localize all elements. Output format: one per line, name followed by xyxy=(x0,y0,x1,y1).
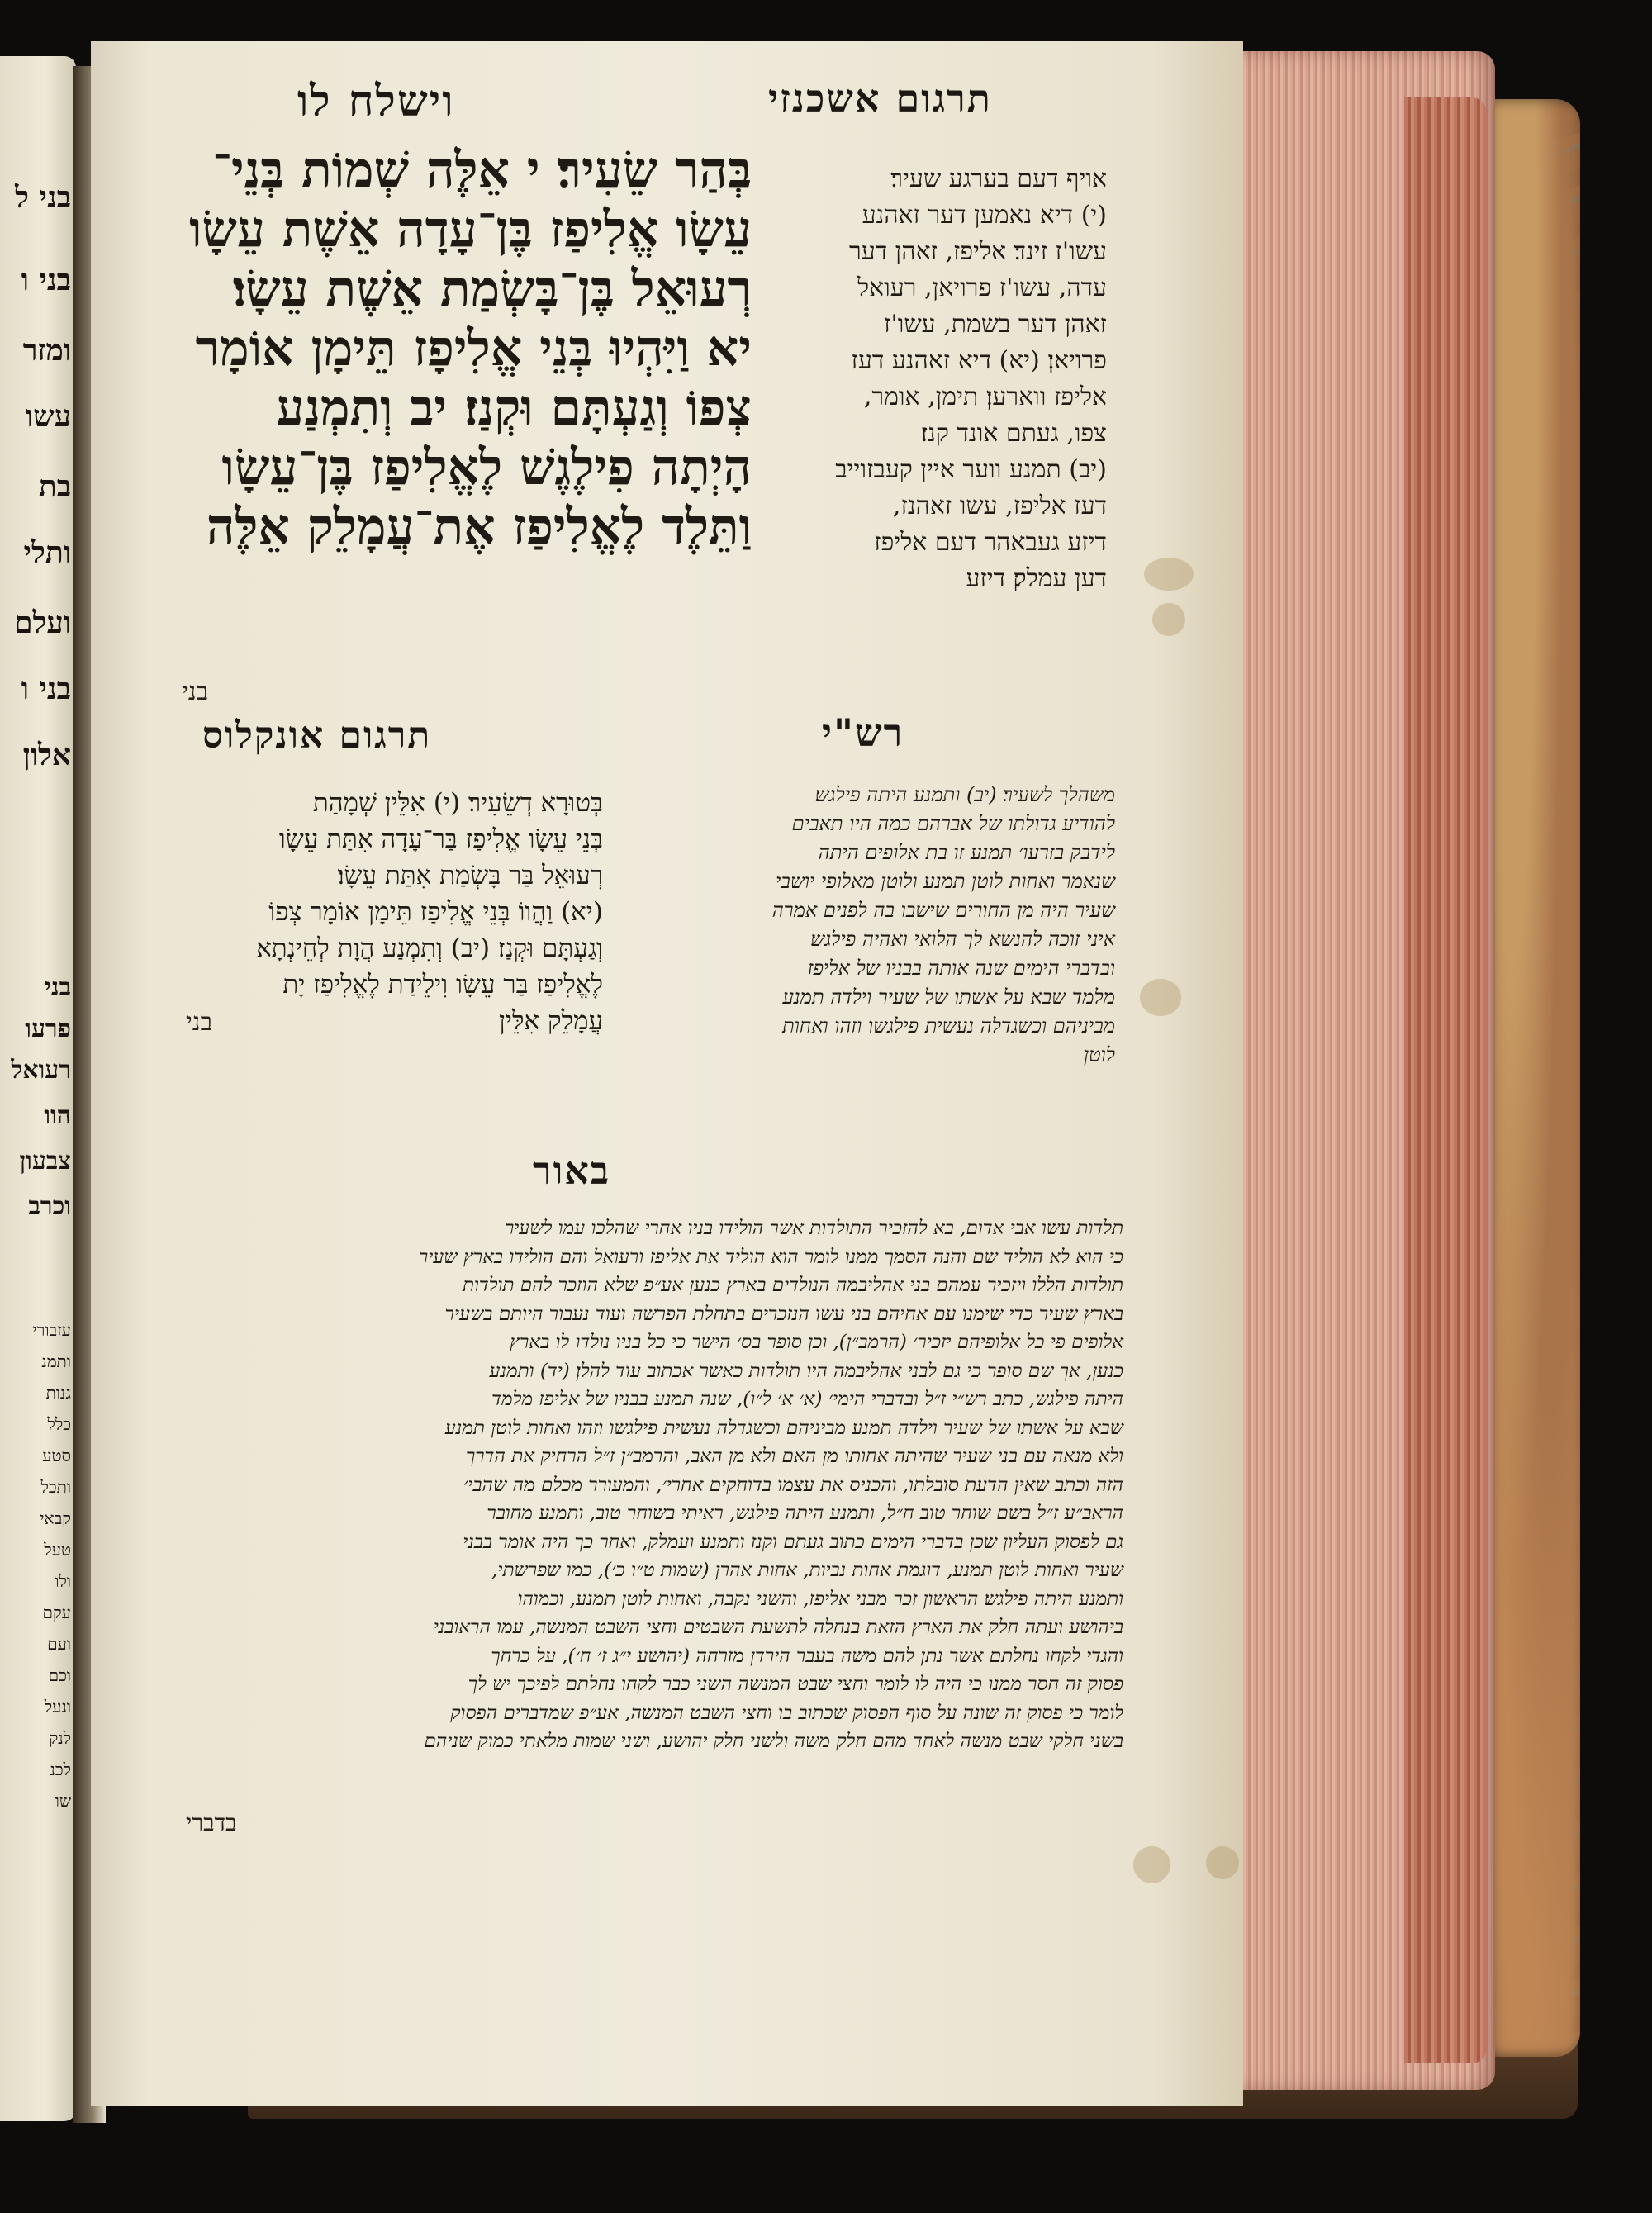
biur-line: שבא על אשתו של שעיר וילדה תמנע מביניהם וכשגדלה נעשית פילגשו וזהו ואחות לוטן תמנע xyxy=(444,1417,1123,1439)
ashkenazi-line: פרויאן׃ (יא) דיא זאהנע דעז xyxy=(851,346,1107,375)
left-page-fragment: ונעל xyxy=(44,1697,71,1717)
left-page-fragment: בני ו xyxy=(21,263,71,297)
onkelos-line: בְּטוּרָא דְשֵׂעִיר׃ (י) אִלֵּין שְׁמָהַת xyxy=(312,788,603,818)
torah-line: הָיְתָה פִילֶגֶשׁ לֶאֱלִיפַז בֶּן־עֵשָׂו xyxy=(221,439,752,496)
biur-line: ולא מנאה עם בני שעיר שהיתה אחותו מן האם ולא מן האב, והרמב״ן ז״ל הרחיק את הדרך xyxy=(465,1446,1123,1467)
left-page-fragment: עקם xyxy=(42,1603,71,1622)
page-stain xyxy=(1144,558,1194,591)
left-page-fragment: לכנ xyxy=(50,1759,71,1779)
left-page-fragment: פרעו xyxy=(25,1014,71,1043)
rashi-line: מביניהם וכשגדלה נעשית פילגשו וזהו ואחות xyxy=(782,1014,1115,1038)
rashi-header: רש"י xyxy=(822,710,904,755)
torah-line: עֵשָׂו אֱלִיפַז בֶּן־עָדָה אֵשֶׁת עֵשָׂו xyxy=(189,201,752,259)
left-page-fragment: ותכל xyxy=(40,1477,71,1497)
biur-line: שעיר ואחות לוטן תמנע, דוגמת אחות נביות, אחות אהרן (שמות ט״ו כ׳), כמו שפרשתי, xyxy=(491,1560,1123,1581)
biur-line: תלדות עשו אבי אדום, בא להזכיר התולדות אשר הולידו בניו אחרי שהלכו עמו לשעיר xyxy=(504,1218,1123,1239)
rashi-line: משהלך לשעיר׃ (יב) ותמנע היתה פילגש׃ xyxy=(814,783,1115,806)
biur-line: הראב״ע ז״ל בשם שוחר טוב ח״ל, ותמנע היתה פילגש, ראיתי בשוחר טוב, ותמנע מחובר xyxy=(487,1503,1123,1524)
left-page-fragment: הוו xyxy=(44,1101,71,1130)
ashkenazi-line: אליפז ווארען׃ תימן, אומר, xyxy=(863,382,1107,411)
page-stain xyxy=(1133,1846,1170,1883)
biur-line: פסוק זה חסר ממנו כי היה לו לומר וחצי שבט המנשה השני כבר לקחו נחלתם לפיכך יש לך xyxy=(468,1674,1123,1695)
left-page-fragment: ועם xyxy=(47,1634,71,1654)
biur-line: ותמנע היתה פילגש׃ הראשון זכר מבני אליפז, והשני נקבה, ואחות לוטן תמנע, וכמוהו xyxy=(517,1588,1123,1610)
rashi-line: איני זוכה להנשא לך הלואי ואהיה פילגש׃ xyxy=(810,928,1115,951)
left-page-fragment: כלל xyxy=(47,1414,71,1434)
page-stain xyxy=(1206,1846,1239,1879)
left-page-fragment: וכם xyxy=(48,1665,71,1685)
onkelos-line: בְּנֵי עֵשָׂו אֱלִיפַז בַּר־עָדָה אִתַּת עֵשָׂו xyxy=(278,824,603,854)
rashi-line: ובדברי הימים שנה אותה בבניו של אליפז xyxy=(807,957,1115,980)
ashkenazi-line: (יב) תמנע ווער איין קעבזוייב xyxy=(835,455,1107,484)
left-page-fragment: גנות xyxy=(45,1383,71,1403)
ashkenazi-line: דען עמלק׃ דיזע xyxy=(966,564,1107,593)
rashi-line: לידבק בזרעו׳ תמנע זו בת אלופים היתה xyxy=(818,841,1115,864)
marbled-cover-board xyxy=(1483,99,1580,2057)
torah-line: צְפוֹ וְגַעְתָּם וּקְנַז׃ יב וְתִמְנַע xyxy=(276,379,752,437)
torah-line: וַתֵּלֶד לֶאֱלִיפַז אֶת־עֲמָלֵק אֵלֶּה xyxy=(206,498,752,556)
biur-line: הזה וכתב שאין הדעת סובלתו, והכניס את עצמו בדוחקים אחרי׳, והמעורר מכלם מה שהבי׳ xyxy=(463,1474,1123,1496)
page-stain xyxy=(1152,603,1185,636)
left-page-fragment: שו xyxy=(55,1791,71,1811)
left-page-fragment: ותלי xyxy=(23,535,71,570)
onkelos-line: (יא) וַהֲווֹ בְּנֵי אֱלִיפַז תֵּימָן אוֹמָר צְפוֹ xyxy=(268,897,603,927)
left-page-fragment: בני ו xyxy=(21,672,71,706)
left-page-fragment: סטע xyxy=(42,1446,71,1465)
onkelos-line: עֲמָלֵק אִלֵּין xyxy=(499,1006,603,1036)
rashi-line: שעיר היה מן החורים שישבו בה לפנים אמרה xyxy=(771,899,1115,922)
left-page-fragment: אלון xyxy=(22,738,71,772)
left-page-fragment: טעל xyxy=(44,1540,71,1560)
biur-line: אלופים פי כל אלופיהם יזכיר׳ (הרמב״ן), וכן סופר בס׳ הישר כי כל בניו נולדו לו בארץ xyxy=(510,1332,1123,1353)
page-stain xyxy=(1140,979,1181,1016)
ashkenazi-line: עשו'ז זינד׃ אליפז, זאהן דער xyxy=(849,237,1107,266)
onkelos-catchword: בני xyxy=(186,1008,213,1037)
onkelos-line: וְגַעְתָּם וּקְנַז׃ (יב) וְתִמְנַע הֲוָת לְחֵינְתָא xyxy=(256,933,603,963)
left-page-fragment: עשו xyxy=(25,399,71,434)
ashkenazi-line: עדה, עשו'ז פרויאן, רעואל xyxy=(857,273,1107,302)
left-page-fragment: וכרב xyxy=(28,1192,71,1221)
onkelos-line: רְעוּאֵל בַּר בָּשְׂמַת אִתַּת עֵשָׂו׃ xyxy=(337,861,603,890)
biur-line: כי הוא לא הוליד שם והנה הסמך ממנו לומר הוא הוליד את אליפז ורעואל והם הולידו בארץ שעיר xyxy=(418,1246,1123,1268)
biur-line: כנען, אך שם סופר כי גם לבני אהליבמה היו תולדות כאשר אכתוב עוד להלן׃ (יד) ותמנע xyxy=(489,1360,1123,1382)
left-page-fragment: קבאי xyxy=(40,1508,71,1528)
ashkenazi-line: (י) דיא נאמען דער זאהנע xyxy=(862,201,1107,230)
ashkenazi-line: דיזע געבאהר דעם אליפז xyxy=(874,528,1107,557)
rashi-line: להודיע גדולתו של אברהם כמה היו תאבים xyxy=(791,812,1115,835)
biur-line: לומר כי פסוק זה שונה על סוף הפסוק שכתוב בו וחצי השבט המנשה, אע״פ שמדברים הפסוק xyxy=(450,1702,1123,1724)
biur-line: ביהושע ועתה חלק את הארץ הזאת בנחלה לתשעת השבטים וחצי השבט המנשה, עמו הראובני xyxy=(433,1617,1123,1638)
left-page-fragment: עזבורי xyxy=(32,1320,71,1340)
header-parasha: וישלח לו xyxy=(297,76,455,126)
ashkenazi-line: זאהן דער בשמת, עשו'ז xyxy=(884,310,1107,339)
left-page-fragment: ולו xyxy=(55,1571,71,1591)
rashi-line: מלמד שבא על אשתו של שעיר וילדה תמנע xyxy=(782,985,1115,1009)
torah-line: יא וַיִּהְיוּ בְּנֵי אֱלִיפָז תֵּימָן אוֹמָר xyxy=(195,320,752,378)
left-page-fragment: בני ל xyxy=(15,180,71,215)
onkelos-line: לֶאֱלִיפַז בַּר עֵשָׂו וִילֵידַת לֶאֱלִיפַז יָת xyxy=(282,970,603,1000)
biur-line: היתה פילגש, כתב רש״י ז״ל ובדברי הימי׳ (א׳ א׳ ל״ו), שנה תמנע בבניו של אליפז מלמד xyxy=(491,1389,1123,1410)
left-page-fragment: ועלם xyxy=(14,605,71,640)
torah-line: בְּהַר שֵׂעִיר׃ י אֵלֶּה שְׁמוֹת בְּנֵי־ xyxy=(212,141,752,199)
left-page-fragment: ומזר xyxy=(22,333,71,368)
rashi-line: שנאמר ואחות לוטן תמנע ולוטן מאלופי יושבי xyxy=(775,870,1115,893)
left-page-fragment: לנק xyxy=(49,1728,71,1748)
biur-line: בארץ שעיר כדי שימנו עם אחיהם בני עשו הנזכרים בתחלת הפרשה ועוד נעבור היותם בשעיר xyxy=(444,1303,1123,1325)
biur-line: גם לפסוק העליון שכן בדברי הימים כתוב געתם וקנז ותמנע ועמלק, ואחר כך היה אומר בבני xyxy=(463,1531,1123,1553)
left-page-fragment: צבעון xyxy=(19,1147,71,1175)
page-fore-edge-shadow xyxy=(1404,97,1487,2063)
biur-line: והגדי לקחו נחלתם אשר נתן להם משה בעבר הירדן מזרחה (יהושע י״ג ז׳ ח׳), על כרחך xyxy=(491,1645,1123,1667)
biur-header: באור xyxy=(533,1148,611,1193)
biur-line: בשני חלקי שבט מנשה לאחד מהם חלק משה ולשני חלק יהושע, ושני שמות מלאתי כמוק שניהם xyxy=(424,1731,1123,1752)
left-page-fragment: בת xyxy=(38,469,71,504)
left-page-fragment: ותמנ xyxy=(41,1351,71,1371)
header-targum-ashkenazi: תרגום אשכנזי xyxy=(768,76,992,121)
ashkenazi-line: צפו, געתם אונד קנז׃ xyxy=(920,419,1107,448)
torah-line: רְעוּאֵל בֶּן־בָּשְׂמַת אֵשֶׁת עֵשָׂו׃ xyxy=(232,260,752,318)
rashi-line: לוטן xyxy=(1084,1043,1115,1066)
onkelos-header: תרגום אונקלוס xyxy=(202,715,432,757)
left-page-fragment: רעואל xyxy=(11,1056,71,1085)
ashkenazi-line: אויף דעם בערגע שעיר׃ xyxy=(890,164,1107,193)
left-page xyxy=(0,56,76,2121)
biur-catchword: בדברי xyxy=(186,1809,237,1836)
biur-line: תולדות הללו ויזכיר עמהם בני אהליבמה הנולדים בארץ כנען אע״פ שלא הוזכר להם תולדות xyxy=(462,1275,1123,1296)
torah-catchword: בני xyxy=(182,677,209,706)
ashkenazi-line: דעז אליפז, עשו זאהנז, xyxy=(892,492,1107,520)
left-page-fragment: בני xyxy=(44,973,71,1002)
right-page xyxy=(91,41,1243,2106)
